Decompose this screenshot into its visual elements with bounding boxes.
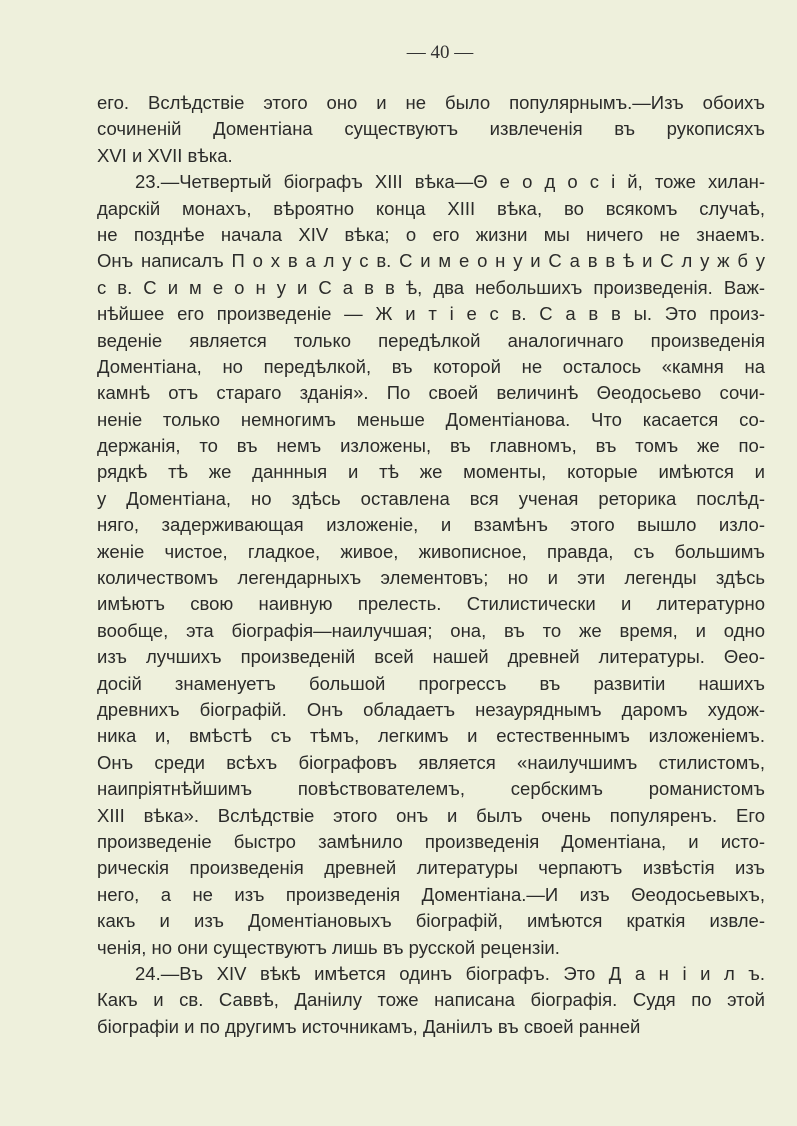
text-line: женіе чистое, гладкое, живое, живописное, правда, съ большимъ [97, 540, 765, 562]
text-line: Доментіана, но передѣлкой, въ которой не осталось «камня на [97, 355, 765, 377]
text-line: досій знаменуетъ большой прогрессъ въ развитіи нашихъ [97, 672, 765, 694]
text-line: количествомъ легендарныхъ элементовъ; но и эти легенды здѣсь [97, 567, 765, 589]
text-line: имѣютъ свою наивную прелесть. Стилистически и литературно [97, 593, 765, 615]
text-line: рядкѣ тѣ же даннныя и тѣ же моменты, которые имѣются и [97, 461, 765, 483]
text-line: не позднѣе начала XIV вѣка; о его жизни мы ничего не знаемъ. [97, 223, 765, 245]
text-line: 23.—Четвертый біографъ XIII вѣка—Θ е о д о с і й, тоже хилан- [135, 171, 765, 193]
text-line: сочиненій Доментіана существуютъ извлеченія въ рукописяхъ [97, 118, 765, 140]
text-line: нѣйшее его произведеніе — Ж и т і е с в. С а в в ы. Это произ- [97, 303, 765, 325]
text-line: біографіи и по другимъ источникамъ, Даніилъ въ своей ранней [97, 1015, 641, 1037]
text-line: рическія произведенія древней литературы черпаютъ извѣстія изъ [97, 857, 765, 879]
text-line: с в. С и м е о н у и С а в в ѣ, два небольшихъ произведенія. Важ- [97, 276, 765, 298]
text-line: камнѣ отъ стараго зданія». По своей величинѣ Θеодосьево сочи- [97, 382, 765, 404]
text-line: Онъ среди всѣхъ біографовъ является «наилучшимъ стилистомъ, [97, 751, 765, 773]
text-line: XVI и XVII вѣка. [97, 144, 233, 166]
text-line: его. Вслѣдствіе этого оно и не было популярнымъ.—Изъ обоихъ [97, 92, 765, 113]
text-line: дарскій монахъ, вѣроятно конца XIII вѣка, во всякомъ случаѣ, [97, 197, 765, 219]
text-line: 24.—Въ XIV вѣкѣ имѣется одинъ біографъ. Это Д а н і и л ъ. [135, 962, 765, 984]
text-line: него, а не изъ произведенія Доментіана.—И изъ Θеодосьевыхъ, [97, 883, 765, 905]
text-line: няго, задерживающая изложеніе, и взамѣнъ этого вышло изло- [97, 514, 765, 536]
text-line: держанія, то въ немъ изложены, въ главномъ, въ томъ же по- [97, 435, 765, 457]
text-line: XIII вѣка». Вслѣдствіе этого онъ и былъ очень популяренъ. Его [97, 804, 765, 826]
text-line: древнихъ біографій. Онъ обладаетъ незауряднымъ даромъ худож- [97, 698, 765, 720]
text-line: ника и, вмѣстѣ съ тѣмъ, легкимъ и естественнымъ изложеніемъ. [97, 725, 765, 747]
text-line: у Доментіана, но здѣсь оставлена вся ученая реторика послѣд- [97, 487, 765, 509]
text-line: Какъ и св. Саввѣ, Даніилу тоже написана біографія. Судя по этой [97, 989, 765, 1011]
body-text [97, 90, 765, 1040]
text-line: изъ лучшихъ произведеній всей нашей древней литературы. Θео- [97, 646, 765, 668]
text-line: вообще, эта біографія—наилучшая; она, въ то же время, и одно [97, 619, 765, 641]
text-line: Онъ написалъ П о х в а л у с в. С и м е о н у и С а в в ѣ и С л у ж б у [97, 250, 765, 272]
text-line: какъ и изъ Доментіановыхъ біографій, имѣются краткія извле- [97, 910, 765, 932]
text-line: веденіе является только передѣлкой аналогичнаго произведенія [97, 329, 765, 351]
text-line: произведеніе быстро замѣнило произведенія Доментіана, и исто- [97, 830, 765, 852]
page-number: — 40 — [406, 42, 474, 63]
text-line: наипріятнѣйшимъ повѣствователемъ, сербскимъ романистомъ [97, 778, 765, 800]
text-line: ченія, но они существуютъ лишь въ русской рецензіи. [97, 936, 560, 958]
text-line: неніе только немногимъ меньше Доментіанова. Что касается со- [97, 408, 765, 430]
